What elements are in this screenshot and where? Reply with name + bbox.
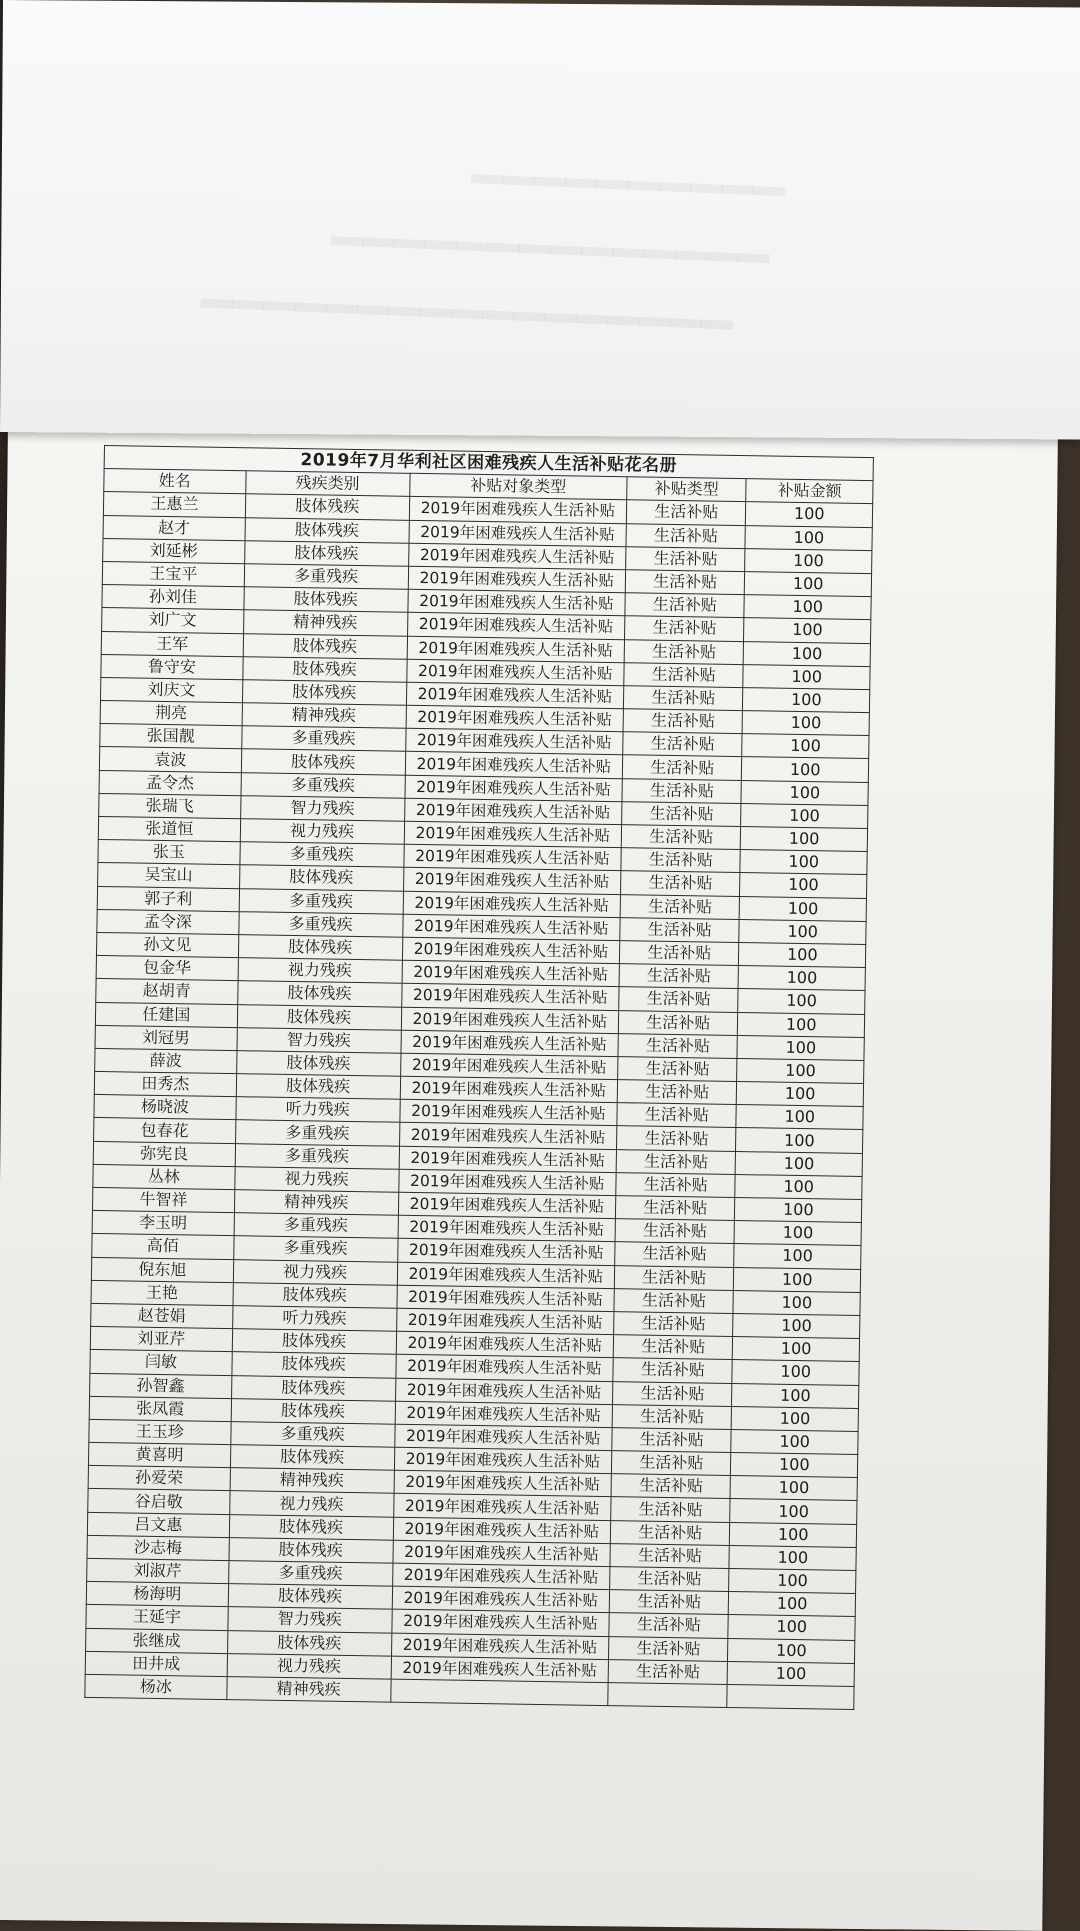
cell-subject-type: 2019年困难残疾人生活补贴 [391,1633,609,1660]
bleed-through-text-mark: ━━━━━━━━━━ [470,147,786,221]
cell-subsidy-type: 生活补贴 [616,1172,736,1197]
cell-amount: 100 [731,1453,858,1478]
cell-name: 刘亚芹 [90,1327,232,1352]
cell-amount: 100 [736,1151,863,1176]
cell-subsidy-type: 生活补贴 [618,1033,738,1058]
cell-name: 孙刘佳 [102,585,244,610]
cell-subsidy-type: 生活补贴 [608,1659,728,1684]
cell-amount: 100 [742,757,869,782]
cell-subsidy-type: 生活补贴 [614,1312,734,1337]
cell-category: 多重残疾 [235,1143,399,1169]
cell-amount: 100 [739,966,866,991]
cell-amount: 100 [745,525,872,550]
cell-subject-type: 2019年困难残疾人生活补贴 [409,497,627,524]
cell-amount: 100 [743,664,870,689]
cell-name: 吕文惠 [87,1512,229,1537]
cell-amount: 100 [742,734,869,759]
cell-amount: 100 [745,572,872,597]
cell-category: 肢体残疾 [245,517,409,543]
cell-category: 多重残疾 [235,1120,399,1146]
cell-subsidy-type: 生活补贴 [612,1404,732,1429]
cell-category: 肢体残疾 [242,656,406,682]
cell-amount: 100 [733,1290,860,1315]
cell-name: 田秀杰 [94,1071,236,1096]
cell-subject-type: 2019年困难残疾人生活补贴 [401,1007,619,1034]
cell-subject-type: 2019年困难残疾人生活补贴 [395,1378,613,1405]
cell-name: 孟令深 [97,909,239,934]
cell-name: 杨海明 [86,1582,228,1607]
cell-subsidy-type: 生活补贴 [615,1219,735,1244]
cell-category: 肢体残疾 [245,494,409,520]
cell-name: 张玉 [98,840,240,865]
cell-name: 鲁守安 [101,654,243,679]
cell-subsidy-type: 生活补贴 [624,662,744,687]
cell-name: 刘庆文 [100,677,242,702]
bleed-through-text-mark: ━━━━━━━━━━━━━━━━━ [199,272,735,355]
cell-subject-type: 2019年困难残疾人生活补贴 [404,821,622,848]
cell-name: 孟令杰 [99,770,241,795]
cell-name: 谷启敬 [88,1489,230,1514]
cell-amount: 100 [729,1592,856,1617]
cell-amount: 100 [737,1058,864,1083]
cell-subsidy-type: 生活补贴 [623,709,743,734]
cell-subsidy-type: 生活补贴 [619,964,739,989]
cell-subsidy-type: 生活补贴 [620,941,740,966]
cell-subsidy-type: 生活补贴 [622,801,742,826]
cell-name: 高佰 [92,1234,234,1259]
cell-category: 精神残疾 [243,610,407,636]
cell-subject-type: 2019年困难残疾人生活补贴 [400,1053,618,1080]
cell-subject-type: 2019年困难残疾人生活补贴 [391,1656,609,1683]
cell-subject-type: 2019年困难残疾人生活补贴 [407,613,625,640]
cell-subsidy-type: 生活补贴 [610,1567,730,1592]
cell-name: 黄喜明 [88,1442,230,1467]
cell-amount: 100 [730,1499,857,1524]
cell-subsidy-type: 生活补贴 [621,825,741,850]
cell-category: 视力残疾 [227,1653,391,1679]
cell-amount: 100 [732,1360,859,1385]
cell-category: 肢体残疾 [244,587,408,613]
cell-category: 肢体残疾 [229,1537,393,1563]
cell-amount: 100 [744,618,871,643]
cell-amount: 100 [738,1012,865,1037]
cell-subject-type: 2019年困难残疾人生活补贴 [396,1308,614,1335]
cell-subsidy-type: 生活补贴 [618,1010,738,1035]
cell-amount: 100 [744,595,871,620]
cell-subsidy-type: 生活补贴 [626,523,746,548]
cell-name: 王惠兰 [103,492,245,517]
cell-amount: 100 [733,1313,860,1338]
cell-amount: 100 [735,1198,862,1223]
cell-name: 弥宪良 [93,1141,235,1166]
cell-subject-type: 2019年困难残疾人生活补贴 [391,1610,609,1637]
cell-category: 视力残疾 [234,1166,398,1192]
cell-subject-type: 2019年困难残疾人生活补贴 [408,543,626,570]
cell-subsidy-type: 生活补贴 [609,1590,729,1615]
cell-subsidy-type: 生活补贴 [613,1381,733,1406]
cell-name: 王玉珍 [89,1419,231,1444]
cell-subsidy-type: 生活补贴 [625,593,745,618]
cell-subject-type: 2019年困难残疾人生活补贴 [394,1424,612,1451]
cell-subsidy-type: 生活补贴 [621,871,741,896]
cell-name: 薛波 [95,1048,237,1073]
cell-subsidy-type: 生活补贴 [609,1636,729,1661]
cell-subsidy-type: 生活补贴 [623,732,743,757]
cell-subject-type: 2019年困难残疾人生活补贴 [394,1470,612,1497]
cell-category: 视力残疾 [229,1491,393,1517]
cell-subsidy-type: 生活补贴 [617,1126,737,1151]
cell-name: 刘淑芹 [87,1558,229,1583]
cell-subject-type: 2019年困难残疾人生活补贴 [393,1517,611,1544]
cell-subject-type: 2019年困难残疾人生活补贴 [399,1123,617,1150]
cell-name: 荆亮 [100,701,242,726]
cell-amount: 100 [739,942,866,967]
cell-name: 张继成 [86,1628,228,1653]
cell-subject-type: 2019年困难残疾人生活补贴 [405,775,623,802]
cell-amount: 100 [746,502,873,527]
cell-subsidy-type: 生活补贴 [616,1196,736,1221]
cell-subject-type: 2019年困难残疾人生活补贴 [403,891,621,918]
cell-category: 肢体残疾 [241,749,405,775]
cell-name: 王军 [101,631,243,656]
cell-subsidy-type: 生活补贴 [625,616,745,641]
cell-subject-type: 2019年困难残疾人生活补贴 [401,984,619,1011]
cell-subject-type: 2019年困难残疾人生活补贴 [406,705,624,732]
cell-subject-type: 2019年困难残疾人生活补贴 [402,937,620,964]
cell-subsidy-type: 生活补贴 [614,1288,734,1313]
cell-category: 多重残疾 [239,888,403,914]
cell-subject-type: 2019年困难残疾人生活补贴 [406,659,624,686]
cell-subsidy-type: 生活补贴 [615,1242,735,1267]
cell-subject-type: 2019年困难残疾人生活补贴 [407,636,625,663]
cell-subsidy-type: 生活补贴 [613,1335,733,1360]
cell-category: 精神残疾 [242,703,406,729]
cell-amount: 100 [740,873,867,898]
cell-category: 智力残疾 [240,796,404,822]
cell-amount: 100 [731,1476,858,1501]
cell-subsidy-type: 生活补贴 [610,1543,730,1568]
cell-subsidy-type: 生活补贴 [626,500,746,525]
cell-name: 张凤霞 [89,1396,231,1421]
cell-name: 张瑞飞 [99,793,241,818]
cell-amount: 100 [728,1661,855,1686]
cell-category: 肢体残疾 [239,865,403,891]
cell-name: 赵胡青 [96,979,238,1004]
cell-category: 听力残疾 [236,1097,400,1123]
cell-subject-type: 2019年困难残疾人生活补贴 [408,566,626,593]
cell-category: 肢体残疾 [244,540,408,566]
cell-amount: 100 [729,1568,856,1593]
cell-subject-type [390,1679,608,1706]
roster-sheet [84,445,874,1710]
cell-amount: 100 [736,1128,863,1153]
cell-subject-type: 2019年困难残疾人生活补贴 [406,682,624,709]
cell-category: 多重残疾 [240,842,404,868]
cell-category: 多重残疾 [241,772,405,798]
overlapping-page [0,0,1080,440]
cell-subject-type: 2019年困难残疾人生活补贴 [398,1169,616,1196]
cell-subsidy-type [608,1683,728,1708]
cell-subsidy-type: 生活补贴 [622,778,742,803]
cell-subject-type: 2019年困难残疾人生活补贴 [398,1215,616,1242]
cell-amount: 100 [739,919,866,944]
cell-subsidy-type: 生活补贴 [617,1103,737,1128]
cell-category: 肢体残疾 [233,1282,397,1308]
cell-category: 多重残疾 [244,564,408,590]
cell-subject-type: 2019年困难残疾人生活补贴 [397,1285,615,1312]
cell-amount: 100 [737,1035,864,1060]
cell-subsidy-type: 生活补贴 [622,755,742,780]
cell-subsidy-type: 生活补贴 [625,570,745,595]
cell-amount: 100 [728,1638,855,1663]
cell-amount: 100 [734,1267,861,1292]
cell-category: 智力残疾 [237,1027,401,1053]
cell-category: 多重残疾 [238,911,402,937]
header-subsidy-type: 补贴类型 [627,477,747,502]
table-title: 2019年7月华利社区困难残疾人生活补贴花名册 [104,446,873,481]
cell-category: 智力残疾 [228,1607,392,1633]
cell-subject-type: 2019年困难残疾人生活补贴 [403,868,621,895]
cell-amount: 100 [728,1615,855,1640]
cell-subject-type: 2019年困难残疾人生活补贴 [392,1586,610,1613]
cell-name: 孙爱荣 [88,1466,230,1491]
cell-category: 肢体残疾 [237,1004,401,1030]
cell-amount: 100 [735,1221,862,1246]
cell-subject-type: 2019年困难残疾人生活补贴 [403,844,621,871]
cell-name: 赵苍娟 [91,1303,233,1328]
cell-category: 肢体残疾 [238,935,402,961]
cell-subsidy-type: 生活补贴 [611,1474,731,1499]
cell-subsidy-type: 生活补贴 [620,917,740,942]
cell-subsidy-type: 生活补贴 [616,1149,736,1174]
cell-subject-type: 2019年困难残疾人生活补贴 [405,752,623,779]
cell-category: 肢体残疾 [243,633,407,659]
cell-name: 吴宝山 [98,863,240,888]
cell-name: 孙文见 [96,932,238,957]
cell-subject-type: 2019年困难残疾人生活补贴 [398,1192,616,1219]
cell-category: 肢体残疾 [236,1051,400,1077]
cell-subsidy-type: 生活补贴 [617,1080,737,1105]
cell-category: 精神残疾 [234,1190,398,1216]
header-name: 姓名 [104,469,246,494]
cell-subject-type: 2019年困难残疾人生活补贴 [402,960,620,987]
cell-category: 肢体残疾 [236,1074,400,1100]
cell-category: 肢体残疾 [231,1375,395,1401]
cell-category: 视力残疾 [238,958,402,984]
cell-name: 刘冠男 [95,1025,237,1050]
cell-subject-type: 2019年困难残疾人生活补贴 [400,1076,618,1103]
cell-category: 视力残疾 [233,1259,397,1285]
cell-amount [727,1684,854,1709]
cell-subsidy-type: 生活补贴 [611,1451,731,1476]
cell-subject-type: 2019年困难残疾人生活补贴 [392,1563,610,1590]
cell-subsidy-type: 生活补贴 [624,639,744,664]
cell-subsidy-type: 生活补贴 [618,1057,738,1082]
cell-subject-type: 2019年困难残疾人生活补贴 [396,1331,614,1358]
cell-subsidy-type: 生活补贴 [620,894,740,919]
cell-subsidy-type: 生活补贴 [619,987,739,1012]
cell-category: 视力残疾 [240,819,404,845]
cell-category: 肢体残疾 [237,981,401,1007]
cell-amount: 100 [729,1545,856,1570]
cell-subsidy-type: 生活补贴 [612,1427,732,1452]
cell-subject-type: 2019年困难残疾人生活补贴 [393,1494,611,1521]
cell-amount: 100 [735,1174,862,1199]
header-category: 残疾类别 [245,471,409,497]
cell-amount: 100 [741,827,868,852]
cell-amount: 100 [734,1244,861,1269]
cell-subject-type: 2019年困难残疾人生活补贴 [407,589,625,616]
cell-category: 肢体残疾 [231,1398,395,1424]
header-amount: 补贴金额 [746,479,873,504]
cell-subject-type: 2019年困难残疾人生活补贴 [395,1401,613,1428]
cell-amount: 100 [731,1429,858,1454]
cell-name: 丛林 [93,1164,235,1189]
cell-amount: 100 [744,641,871,666]
cell-category: 多重残疾 [241,726,405,752]
cell-category: 多重残疾 [233,1236,397,1262]
cell-amount: 100 [732,1383,859,1408]
cell-amount: 100 [740,850,867,875]
cell-name: 包春花 [94,1118,236,1143]
cell-name: 王艳 [91,1280,233,1305]
cell-category: 肢体残疾 [227,1630,391,1656]
bleed-through-text-mark: ━━━━━━━━━━━━━━ [330,209,771,288]
cell-subsidy-type: 生活补贴 [614,1265,734,1290]
cell-name: 赵才 [103,515,245,540]
cell-name: 杨晓波 [94,1095,236,1120]
cell-subject-type: 2019年困难残疾人生活补贴 [409,520,627,547]
cell-subject-type: 2019年困难残疾人生活补贴 [397,1262,615,1289]
cell-amount: 100 [732,1406,859,1431]
cell-name: 杨冰 [85,1674,227,1699]
cell-subject-type: 2019年困难残疾人生活补贴 [399,1099,617,1126]
cell-subject-type: 2019年困难残疾人生活补贴 [401,1030,619,1057]
cell-category: 肢体残疾 [232,1329,396,1355]
cell-amount: 100 [743,687,870,712]
cell-subsidy-type: 生活补贴 [613,1358,733,1383]
cell-name: 沙志梅 [87,1535,229,1560]
cell-subject-type: 2019年困难残疾人生活补贴 [399,1146,617,1173]
cell-amount: 100 [737,1082,864,1107]
cell-category: 肢体残疾 [228,1584,392,1610]
cell-amount: 100 [738,989,865,1014]
cell-subsidy-type: 生活补贴 [611,1497,731,1522]
cell-amount: 100 [733,1337,860,1362]
cell-category: 肢体残疾 [229,1514,393,1540]
cell-amount: 100 [741,780,868,805]
cell-name: 张道恒 [98,816,240,841]
cell-name: 包金华 [96,956,238,981]
cell-amount: 100 [740,896,867,921]
cell-subject-type: 2019年困难残疾人生活补贴 [394,1447,612,1474]
cell-amount: 100 [743,711,870,736]
cell-name: 袁波 [99,747,241,772]
cell-amount: 100 [736,1105,863,1130]
cell-category: 肢体残疾 [230,1445,394,1471]
cell-subsidy-type: 生活补贴 [609,1613,729,1638]
cell-name: 倪东旭 [91,1257,233,1282]
cell-amount: 100 [741,803,868,828]
cell-category: 多重残疾 [228,1561,392,1587]
header-subject-type: 补贴对象类型 [409,473,627,500]
cell-subject-type: 2019年困难残疾人生活补贴 [402,914,620,941]
cell-subject-type: 2019年困难残疾人生活补贴 [404,798,622,825]
cell-subsidy-type: 生活补贴 [621,848,741,873]
cell-subsidy-type: 生活补贴 [610,1520,730,1545]
cell-subject-type: 2019年困难残疾人生活补贴 [405,729,623,756]
cell-name: 刘广文 [102,608,244,633]
cell-subject-type: 2019年困难残疾人生活补贴 [393,1540,611,1567]
cell-name: 王延宇 [86,1605,228,1630]
cell-category: 肢体残疾 [242,680,406,706]
cell-name: 孙智鑫 [90,1373,232,1398]
cell-category: 肢体残疾 [232,1352,396,1378]
cell-name: 张国靓 [100,724,242,749]
cell-amount: 100 [745,548,872,573]
cell-name: 李玉明 [92,1211,234,1236]
cell-subsidy-type: 生活补贴 [626,546,746,571]
cell-subsidy-type: 生活补贴 [624,686,744,711]
cell-name: 王宝平 [102,561,244,586]
cell-subject-type: 2019年困难残疾人生活补贴 [395,1355,613,1382]
cell-category: 精神残疾 [230,1468,394,1494]
cell-name: 任建国 [95,1002,237,1027]
cell-category: 听力残疾 [232,1306,396,1332]
cell-category: 多重残疾 [230,1421,394,1447]
cell-amount: 100 [730,1522,857,1547]
roster-table [84,445,874,1710]
cell-name: 闫敏 [90,1350,232,1375]
cell-category: 精神残疾 [226,1677,390,1703]
cell-subject-type: 2019年困难残疾人生活补贴 [397,1239,615,1266]
cell-name: 田井成 [85,1651,227,1676]
cell-category: 多重残疾 [234,1213,398,1239]
cell-name: 刘延彬 [103,538,245,563]
cell-name: 郭子利 [97,886,239,911]
cell-name: 牛智祥 [92,1187,234,1212]
